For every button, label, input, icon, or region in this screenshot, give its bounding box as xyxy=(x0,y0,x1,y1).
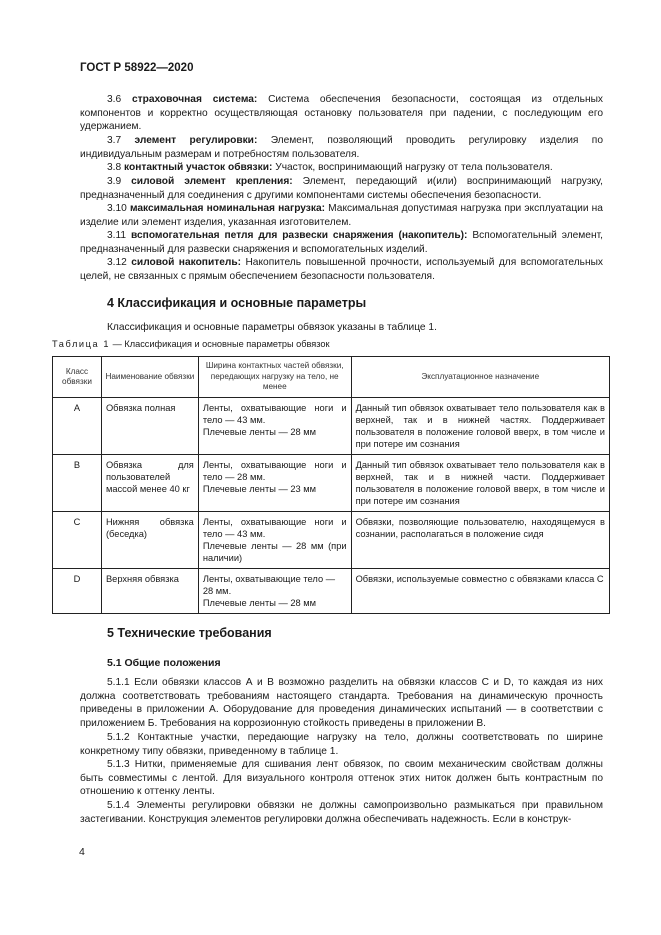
definition-3-7: 3.7 элемент регулировки: Элемент, позволяющий проводить регулировку изделия по индивидуальным размерам и потребностям пользователя. xyxy=(80,135,603,160)
table-row xyxy=(53,398,610,455)
column-header: Ширина контактных частей обвязки, передающих нагрузку на тело, не менее xyxy=(198,357,351,398)
section-5-1-heading: 5.1 Общие положения xyxy=(107,657,221,669)
table-cell-width: Ленты, охватывающие тело — 28 мм. Плечевые ленты — 28 мм xyxy=(198,569,351,614)
table-row xyxy=(53,512,610,569)
table-cell-name: Верхняя обвязка xyxy=(101,569,198,614)
table-cell-width: Ленты, охватывающие ноги и тело — 28 мм. Плечевые ленты — 23 мм xyxy=(198,455,351,512)
column-header: Эксплуатационное назначение xyxy=(351,357,609,398)
paragraph-5-1-2: 5.1.2 Контактные участки, передающие нагрузку на тело, должны соответствовать по ширине конкретному типу обвязки, приведенному в таблице 1. xyxy=(80,732,603,757)
table-cell-name: Нижняя обвязка (беседка) xyxy=(101,512,198,569)
paragraph-5-1-3: 5.1.3 Нитки, применяемые для сшивания лент обвязок, по своим механическим свойствам должны быть совместимы с лентой. Для визуального контроля оттенок этих ниток должен быть контрастным по отношению к оттенку ленты. xyxy=(80,759,603,798)
table-cell-class: B xyxy=(53,455,102,512)
table-cell-purpose: Данный тип обвязок охватывает тело пользователя как в верхней, так и в нижней части. Поддерживает пользователя в положение головой вверх, в том числе и при потере им сознания xyxy=(351,455,609,512)
table-cell-purpose: Обвязки, используемые совместно с обвязками класса С xyxy=(351,569,609,614)
table-cell-name: Обвязка для пользователей массой менее 40 кг xyxy=(101,455,198,512)
table-cell-class: A xyxy=(53,398,102,455)
section-4-intro: Классификация и основные параметры обвязок указаны в таблице 1. xyxy=(107,322,437,333)
table-cell-purpose: Данный тип обвязок охватывает тело пользователя как в верхней, так и в нижней частях. Поддерживает пользователя в положение головой вверх, в том числе и при потере им сознания xyxy=(351,398,609,455)
classification-table xyxy=(52,356,610,614)
section-5-heading: 5 Технические требования xyxy=(107,626,272,640)
table-cell-width: Ленты, охватывающие ноги и тело — 43 мм. Плечевые ленты — 28 мм (при наличии) xyxy=(198,512,351,569)
table-row xyxy=(53,569,610,614)
column-header: Наименование обвязки xyxy=(101,357,198,398)
column-header: Класс обвязки xyxy=(53,357,102,398)
page-number: 4 xyxy=(79,846,85,858)
table-cell-purpose: Обвязки, позволяющие пользователю, находящемуся в сознании, располагаться в положение сидя xyxy=(351,512,609,569)
definition-3-6: 3.6 страховочная система: Система обеспечения безопасности, состоящая из отдельных компонентов и корректно осуществляющая остановку пользователя при падении, с последующим его удержанием. xyxy=(80,94,604,133)
table-cell-class: C xyxy=(53,512,102,569)
definition-3-8: 3.8 контактный участок обвязки: Участок, воспринимающий нагрузку от тела пользователя. xyxy=(107,162,553,173)
paragraph-5-1-1: 5.1.1 Если обвязки классов А и В возможно разделить на обвязки классов С и D, то каждая из них должна соответствовать требованиям настоящего стандарта. Требования на динамическую прочность приведены в приложении А. Оборудование для проведения динамических испытаний — в соответствии с приложением Б. Требования на коррозионную стойкость приведены в приложении В. xyxy=(80,677,603,730)
table-header-row xyxy=(53,357,610,398)
paragraph-5-1-4: 5.1.4 Элементы регулировки обвязки не должны самопроизвольно размыкаться при правильном застегивании. Конструкция элементов регулировки должна обеспечивать надежность. Если в конструк- xyxy=(80,800,603,825)
table-cell-class: D xyxy=(53,569,102,614)
table-cell-width: Ленты, охватывающие ноги и тело — 43 мм. Плечевые ленты — 28 мм xyxy=(198,398,351,455)
table-cell-name: Обвязка полная xyxy=(101,398,198,455)
table-row xyxy=(53,455,610,512)
document-header: ГОСТ Р 58922—2020 xyxy=(80,62,194,74)
definition-3-11: 3.11 вспомогательная петля для развески снаряжения (накопитель): Вспомогательный элемент, предназначенный для развески снаряжения и вспомогательных изделий. xyxy=(80,230,603,255)
table-caption: Таблица 1 — Классификация и основные параметры обвязок xyxy=(52,339,330,349)
section-4-heading: 4 Классификация и основные параметры xyxy=(107,296,367,310)
definition-3-12: 3.12 силовой накопитель: Накопитель повышенной прочности, используемый для вспомогательных целей, не связанных с прямым обеспечением безопасности пользователя. xyxy=(80,257,603,282)
definition-3-10: 3.10 максимальная номинальная нагрузка: Максимальная допустимая нагрузка при эксплуатации на изделие или элемент изделия, указанная изготовителем. xyxy=(80,203,603,228)
definition-3-9: 3.9 силовой элемент крепления: Элемент, передающий и(или) воспринимающий нагрузку, предназначенный для соединения с другими компонентами системы обеспечения безопасности. xyxy=(80,176,603,201)
